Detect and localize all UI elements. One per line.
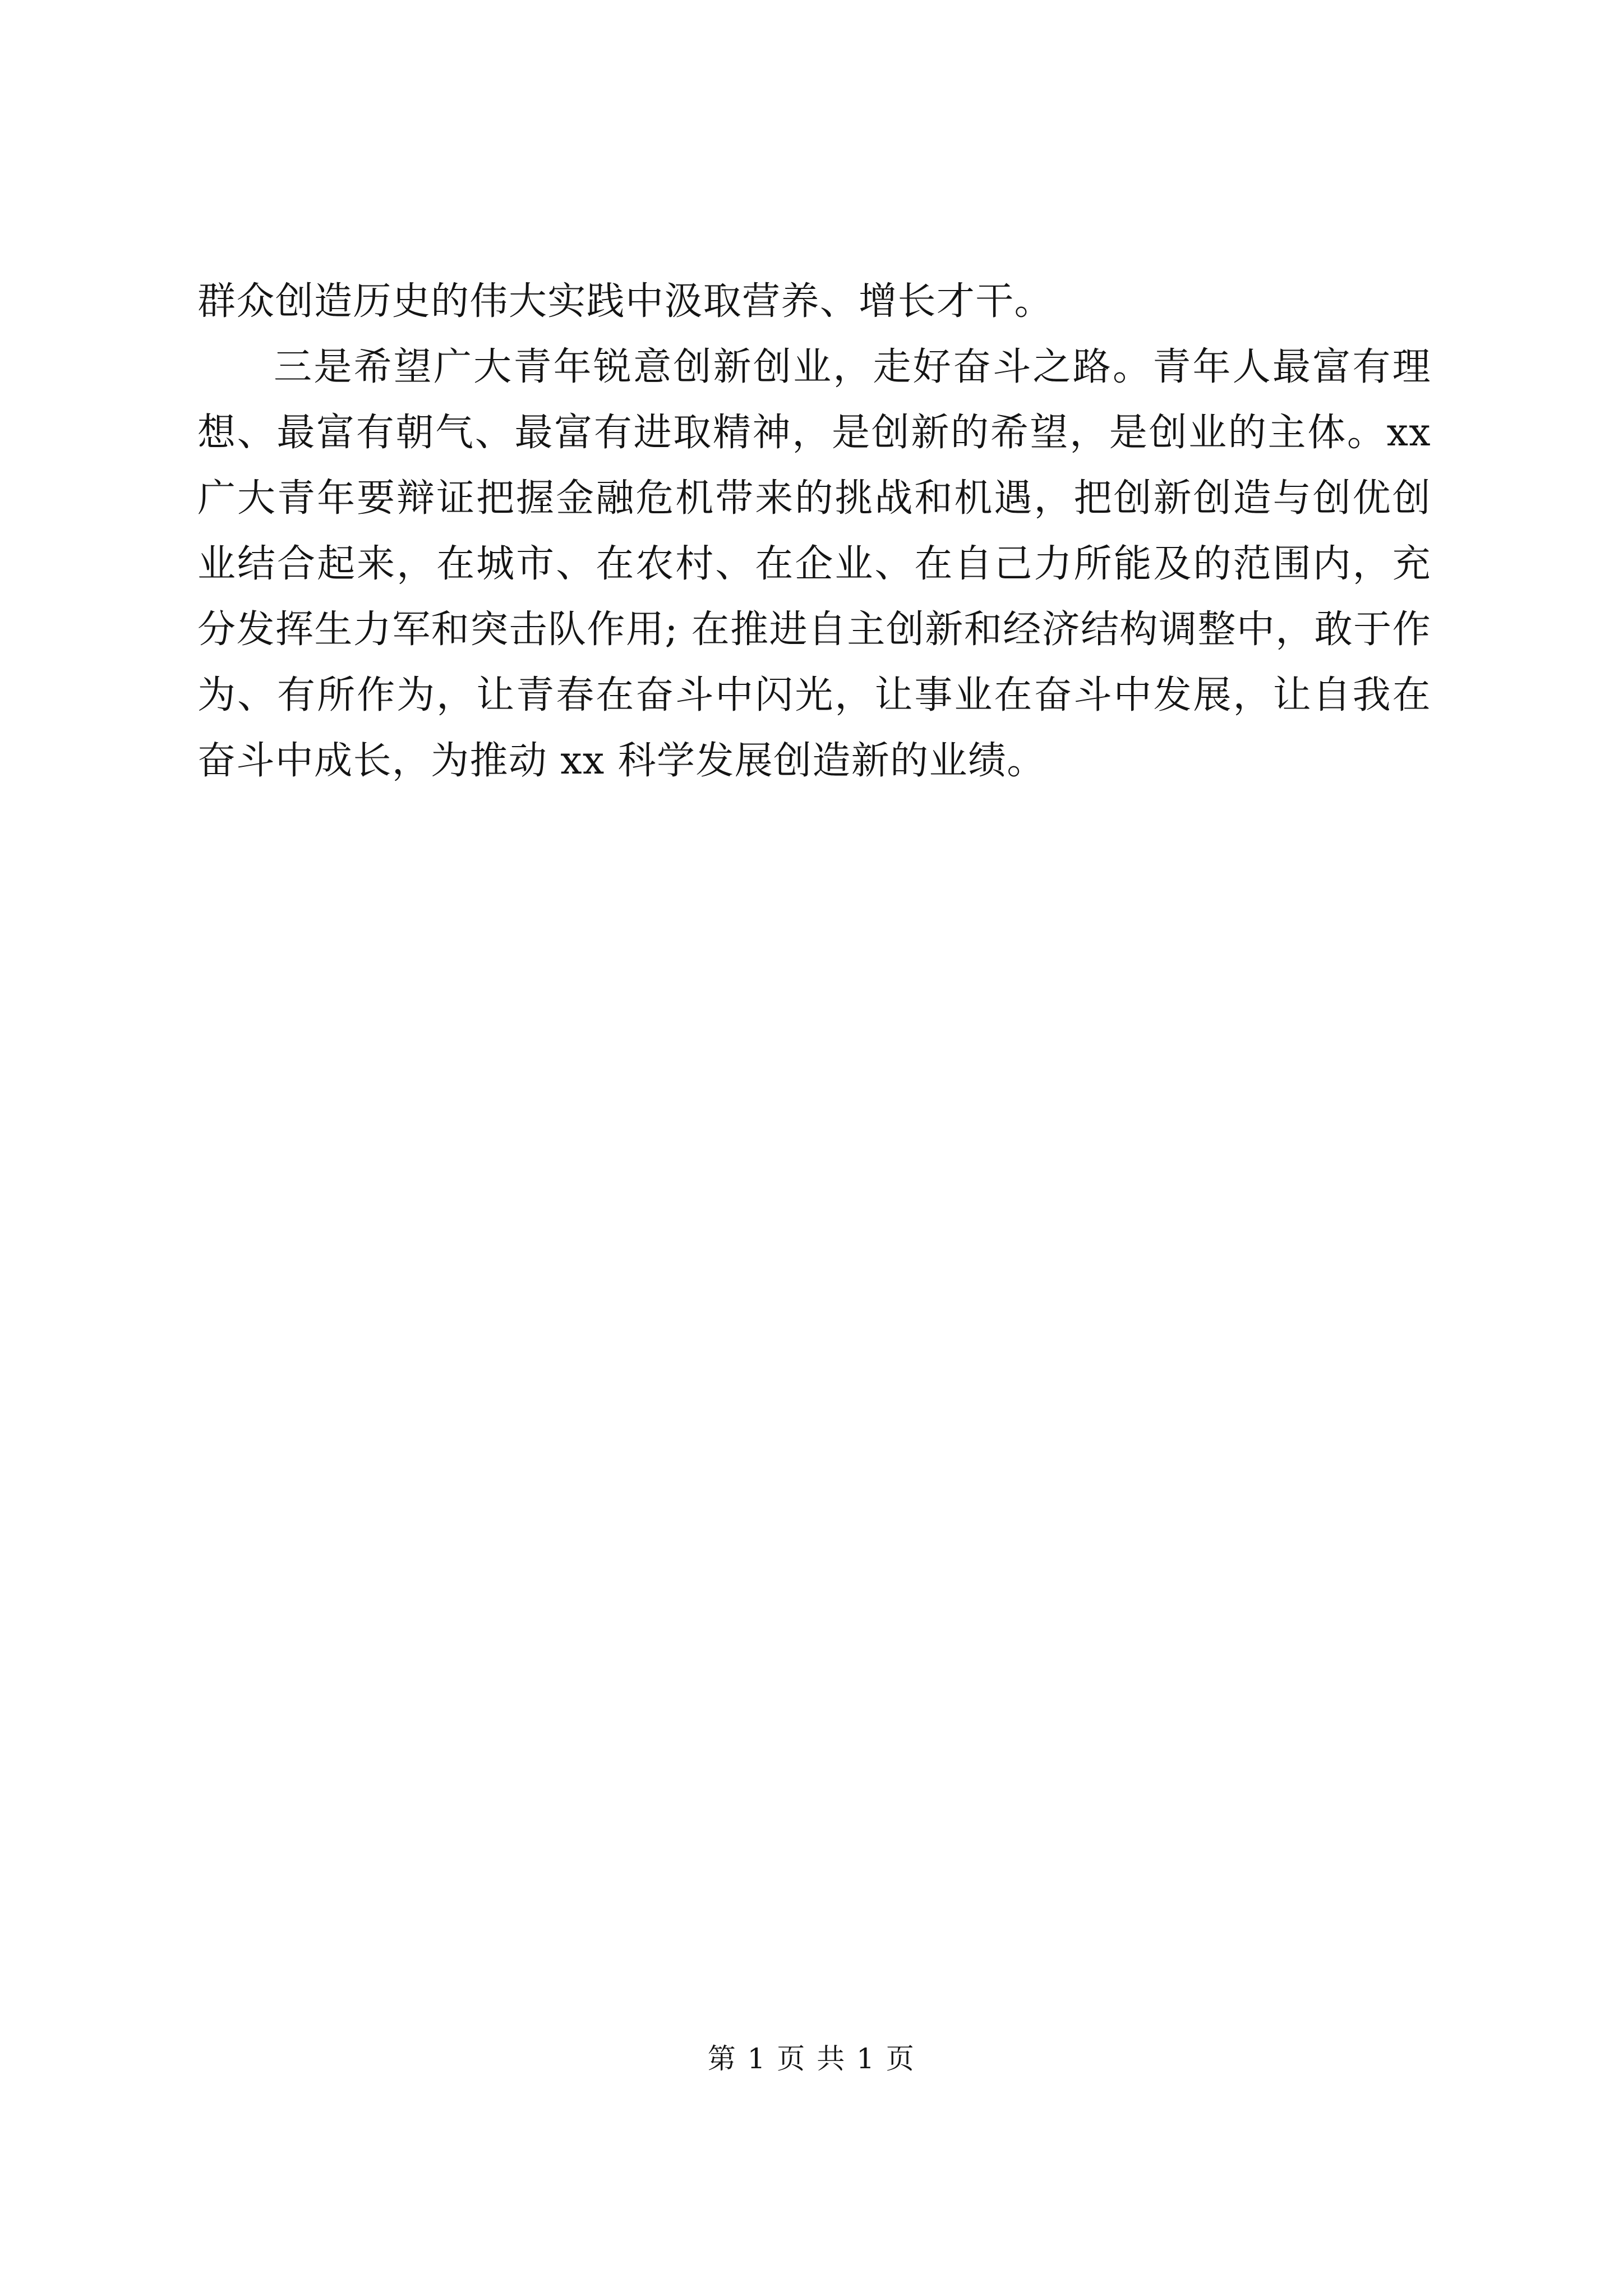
page-number-label: 第 1 页 共 1 页 [707, 2042, 916, 2075]
page-footer [0, 2036, 1623, 2077]
document-body [197, 269, 1431, 794]
paragraph-third-point: 三是希望广大青年锐意创新创业，走好奋斗之路。青年人最富有理想、最富有朝气、最富有进取精神，是创新的希望，是创业的主体。xx 广大青年要辩证把握金融危机带来的挑战和机遇，把创新创造与创优创业结合起来，在城市、在农村、在企业、在自己力所能及的范围内，充分发挥生力军和突击队作用; 在推进自主创新和经济结构调整中，敢于作为、有所作为，让青春在奋斗中闪光，让事业在奋斗中发展，让自我在奋斗中成长，为推动 xx 科学发展创造新的业绩。 [197, 344, 1431, 783]
paragraph-continuation: 群众创造历史的伟大实践中汲取营养、增长才干。 [197, 279, 1053, 324]
